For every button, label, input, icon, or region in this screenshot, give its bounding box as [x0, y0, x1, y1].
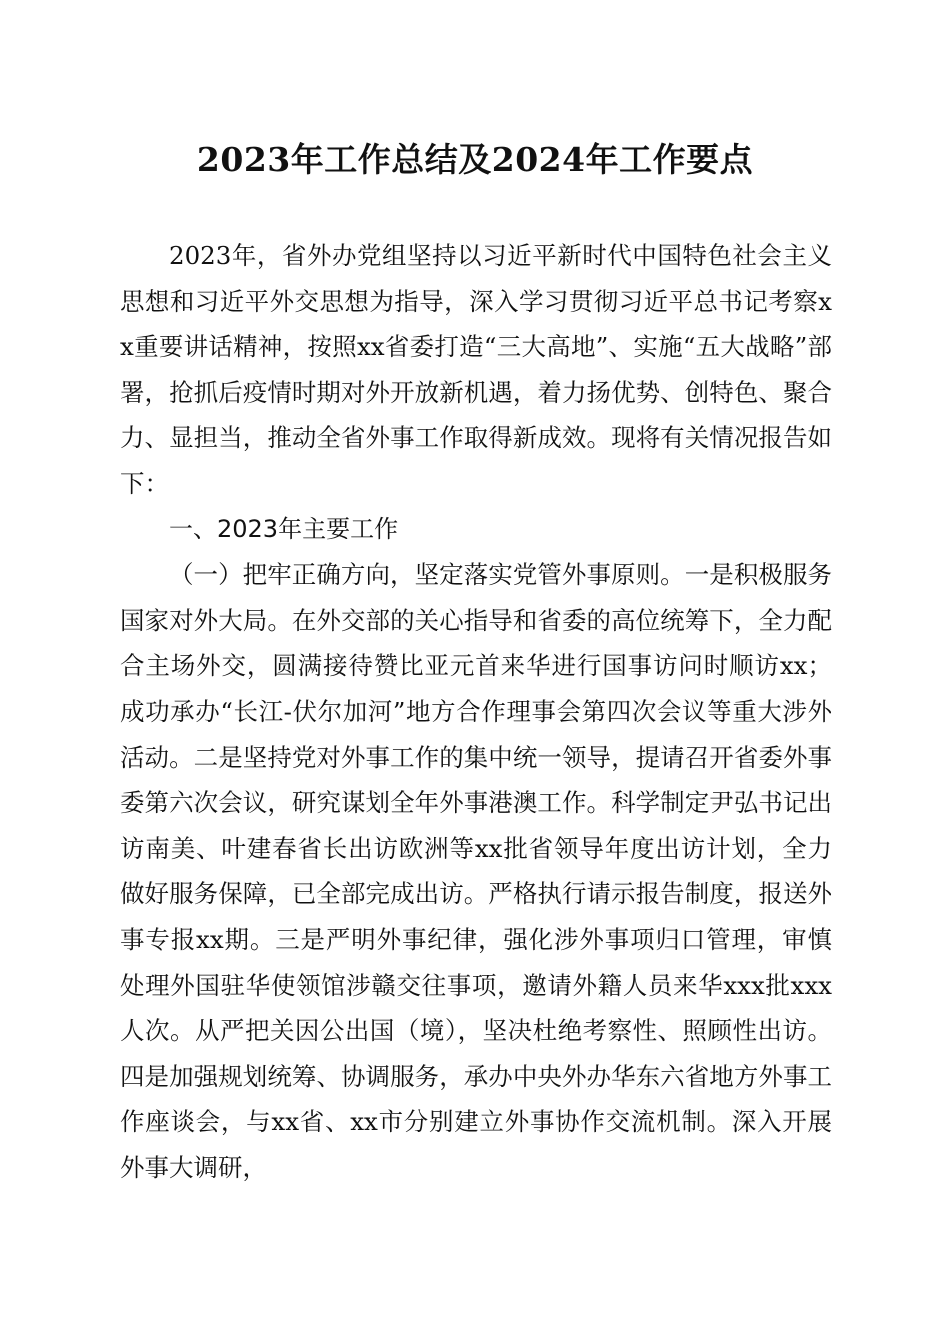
document-title: 2023年工作总结及2024年工作要点	[196, 140, 754, 179]
document-body	[120, 233, 832, 1190]
section-heading: 一、2023年主要工作	[169, 514, 399, 543]
section-paragraph: （一）把牢正确方向，坚定落实党管外事原则。一是积极服务国家对外大局。在外交部的关心指导和省委的高位统筹下，全力配合主场外交，圆满接待赞比亚元首来华进行国事访问时顺访xx；成功承办“长江-伏尔加河”地方合作理事会第四次会议等重大涉外活动。二是坚持党对外事工作的集中统一领导，提请召开省委外事委第六次会议，研究谋划全年外事港澳工作。科学制定尹弘书记出访南美、叶建春省长出访欧洲等xx批省领导年度出访计划，全力做好服务保障，已全部完成出访。严格执行请示报告制度，报送外事专报xx期。三是严明外事纪律，强化涉外事项归口管理，审慎处理外国驻华使领馆涉赣交往事项，邀请外籍人员来华xxx批xxx人次。从严把关因公出国（境），坚决杜绝考察性、照顾性出访。四是加强规划统筹、协调服务，承办中央外办华东六省地方外事工作座谈会，与xx省、xx市分别建立外事协作交流机制。深入开展外事大调研，	[120, 560, 832, 1182]
intro-paragraph: 2023年，省外办党组坚持以习近平新时代中国特色社会主义思想和习近平外交思想为指导，深入学习贯彻习近平总书记考察xx重要讲话精神，按照xx省委打造“三大高地”、实施“五大战略”部署，抢抓后疫情时期对外开放新机遇，着力扬优势、创特色、聚合力、显担当，推动全省外事工作取得新成效。现将有关情况报告如下：	[120, 241, 832, 498]
